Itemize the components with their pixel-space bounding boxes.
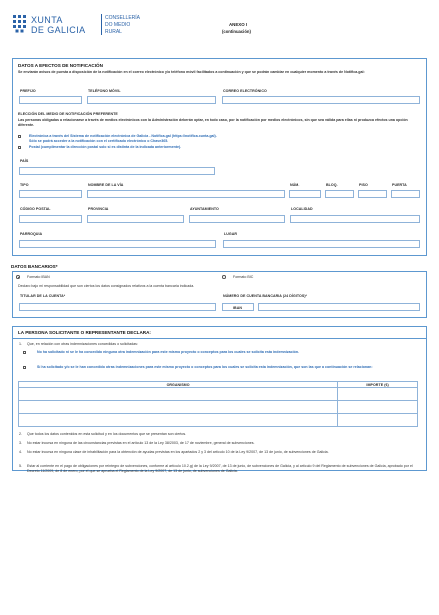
floor-field[interactable] <box>358 190 387 198</box>
mobile-label: TELÉFONO MÓVIL <box>88 89 121 93</box>
item-number-2: 2. <box>19 432 22 436</box>
street-label: NOMBRE DE LA VÍA <box>88 183 124 187</box>
electronic-option-note: Sólo se podrá acceder a la notificación con el certificado electrónico o Chave365. <box>29 139 169 143</box>
email-field[interactable] <box>222 96 420 104</box>
number-field[interactable] <box>289 190 321 198</box>
notification-choice-text: Las personas obligadas a relacionarse a través de medios electrónicos con la Administración deberán optar, en todo caso, por la notificación por medios electrónicos, sin que sea válida para ellas ni produzca efectos una opción diferente. <box>18 118 408 127</box>
header-divider <box>101 14 102 35</box>
locality-field[interactable] <box>290 215 420 223</box>
postal-code-field[interactable] <box>19 215 82 223</box>
bic-format-label: Formato BIC <box>233 275 254 279</box>
iban-prefix-box <box>222 303 254 311</box>
item-number-1: 1. <box>19 342 22 346</box>
xunta-emblem-icon <box>12 14 28 34</box>
account-holder-field[interactable] <box>19 303 216 311</box>
amount-cell[interactable] <box>338 401 418 414</box>
account-number-label: NÚMERO DE CUENTA BANCARIA (24 DÍGITOS)* <box>223 294 308 298</box>
org-name-line1: XUNTA <box>31 15 63 25</box>
amount-cell[interactable] <box>338 388 418 401</box>
bic-format-radio[interactable] <box>222 275 226 279</box>
amount-cell[interactable] <box>338 414 418 427</box>
country-label: PAÍS <box>20 159 29 163</box>
item-number-3: 3. <box>19 441 22 445</box>
dept-name-line1: CONSELLERÍA <box>105 15 141 21</box>
iban-format-radio[interactable] <box>16 275 20 279</box>
amount-column-header: IMPORTE (€) <box>338 382 418 388</box>
iban-prefix-text: IBAN <box>233 305 242 310</box>
iban-format-label: Formato IBAN <box>27 275 50 279</box>
parish-field[interactable] <box>19 240 216 248</box>
place-label: LUGAR <box>224 232 238 236</box>
block-label: BLOQ. <box>326 183 338 187</box>
type-field[interactable] <box>19 190 82 198</box>
country-field[interactable] <box>19 167 215 175</box>
mobile-field[interactable] <box>87 96 216 104</box>
parish-label: PARROQUIA <box>20 232 43 236</box>
declaration-item-4: No estar incursa en ninguna clase de inhabilitación para la obtención de ayudas previstas en los apartados 2 y 3 del artículo 10 de la Ley 9/2007, de 13 de junio, de subvenciones de Galicia. <box>27 450 329 454</box>
declaration-item-5: Estar al corriente en el pago de obligaciones por reintegro de subvenciones, conforme al artículo 10.2.g) de la Ley 9/2007, de 13 de junio, de subvenciones de Galicia, y al artículo 9 del Reglamento de subvenciones de Galicia, aprobado por el Decreto 11/2009, de 8 de enero, por el que se aprueba el Reglamento de la Ley 9/2007, de 13 de junio, de subvenciones de Galicia. <box>27 464 413 473</box>
xunta-logo <box>12 14 28 34</box>
place-field[interactable] <box>223 240 420 248</box>
bank-title: DATOS BANCARIOS* <box>11 264 58 269</box>
organism-cell[interactable] <box>19 388 338 401</box>
electronic-option-checkbox[interactable] <box>18 135 21 138</box>
type-label: TIPO <box>20 183 29 187</box>
province-field[interactable] <box>87 215 184 223</box>
organism-cell[interactable] <box>19 401 338 414</box>
street-field[interactable] <box>87 190 285 198</box>
account-number-field[interactable] <box>258 303 420 311</box>
block-field[interactable] <box>325 190 354 198</box>
org-name-line2: DE GALICIA <box>31 25 86 35</box>
annex-title: ANEXO I <box>229 22 248 27</box>
yes-indemnity-label: Sí ha solicitado y/o se le han concedido otras indemnizaciones para este mismo proyecto o conceptos para los cuales se solicita esta indemnización, que son las que a continuación se relacionan: <box>37 365 373 369</box>
yes-indemnity-checkbox[interactable] <box>23 366 26 369</box>
door-label: PUERTA <box>392 183 407 187</box>
floor-label: PISO <box>359 183 368 187</box>
prefix-field[interactable] <box>19 96 82 104</box>
postal-option-label: Postal (cumplimentar la dirección postal solo si es distinta de la indicada anteriormente). <box>29 145 182 149</box>
number-label: NÚM. <box>290 183 300 187</box>
locality-label: LOCALIDAD <box>291 207 313 211</box>
organism-cell[interactable] <box>19 414 338 427</box>
declaration-title-rule <box>12 338 427 339</box>
declaration-title: LA PERSONA SOLICITANTE O REPRESENTANTE DECLARA: <box>18 330 151 335</box>
no-indemnity-label: No ha solicitado ni se le ha concedido ninguna otra indemnización para este mismo proyecto o conceptos para los cuales se solicita esta indemnización. <box>37 350 300 354</box>
province-label: PROVINCIA <box>88 207 109 211</box>
council-label: AYUNTAMIENTO <box>190 207 219 211</box>
declaration-item-2: Que todos los datos contenidos en esta solicitud y en los documentos que se presentan son ciertos. <box>27 432 187 436</box>
indemnity-table <box>18 381 418 427</box>
notification-choice-title: ELECCIÓN DEL MEDIO DE NOTIFICACIÓN PREFERENTE <box>18 112 118 116</box>
council-field[interactable] <box>189 215 285 223</box>
postal-option-checkbox[interactable] <box>18 146 21 149</box>
electronic-option-label: Electrónica a través del Sistema de notificación electrónica de Galicia - Notifica.gal (https://notifica.xunta.gal). <box>29 134 217 138</box>
account-holder-label: TITULAR DE LA CUENTA* <box>20 294 66 298</box>
item-number-5: 5. <box>19 464 22 468</box>
dept-name-line2: DO MEDIO <box>105 22 131 28</box>
no-indemnity-checkbox[interactable] <box>23 351 26 354</box>
email-label: CORREO ELECTRÓNICO <box>223 89 267 93</box>
prefix-label: PREFIJO <box>20 89 36 93</box>
notification-section <box>12 58 427 256</box>
declaration-item-3: No estar incursa en ninguna de las circunstancias previstas en el artículo 13 de la Ley 38/2003, de 17 de noviembre, general de subvenciones. <box>27 441 255 445</box>
declaration-item-1: Que, en relación con otras indemnizaciones concedidas o solicitadas: <box>27 342 138 346</box>
notification-title: DATOS A EFECTOS DE NOTIFICACIÓN <box>18 63 103 68</box>
annex-subtitle: (continuación) <box>222 29 251 34</box>
dept-name-line3: RURAL <box>105 29 122 35</box>
organism-column-header: ORGANISMO <box>19 382 338 388</box>
door-field[interactable] <box>391 190 420 198</box>
bank-declaration: Declaro bajo mi responsabilidad que son ciertos los datos consignados relativos a la cuenta bancaria indicada. <box>18 284 195 288</box>
notification-intro: Se enviarán avisos de puesta a disposición de la notificación en el correo electrónico y/o teléfono móvil facilitados a continuación y que se podrán cambiar en cualquier momento a través de Notifica.gal: <box>18 70 365 74</box>
item-number-4: 4. <box>19 450 22 454</box>
postal-code-label: CÓDIGO POSTAL <box>20 207 51 211</box>
